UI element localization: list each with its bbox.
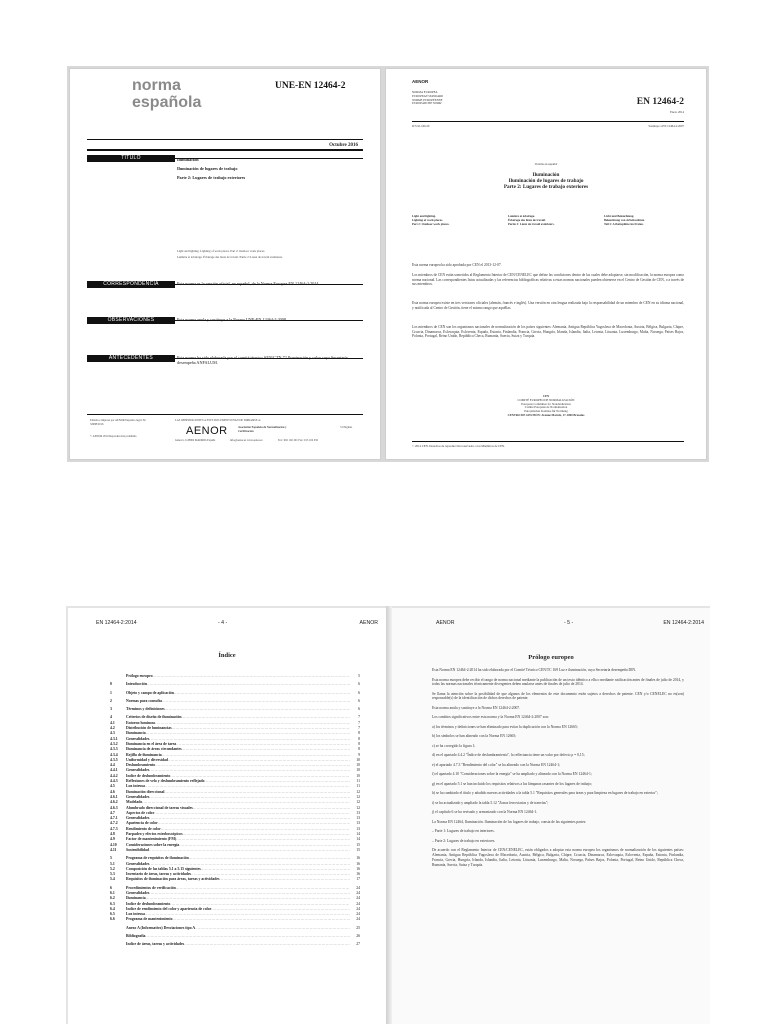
table-of-contents [110,674,360,948]
title-translations: Light and lighting. Lighting of work places. Part 2: Outdoor work places. Lumière et éclairage. Éclairage des lieux de travail. Partie 2: Lieux de travail extérieurs. [177,249,283,259]
toc-entry-title: Deslumbramiento [126,763,156,768]
toc-entry-title: Iluminación direccional [126,789,165,794]
toc-entry-title: Sostenibilidad [126,847,150,852]
toc-entry-number: 4.6.2 [110,800,118,805]
toc-entry [110,934,360,939]
top-rule [87,139,363,140]
toc-entry-title: Luz intrusa [126,784,145,789]
label-observaciones: OBSERVACIONES [87,317,175,324]
toc-entry-number: 4.8 [110,832,115,837]
approval-paragraph: Esta norma europea ha sido aprobada por CEN el 2013-12-07. [412,263,502,267]
toc-entry-number: 4.4.1 [110,768,118,773]
prologo-paragraph: De acuerdo con el Reglamento Interior de CEN/CENELEC, están obligados a adoptar esta norma europea los organismos de normalización de los siguientes países: Alemania, Antigua República Yugoslava de Macedonia, Austria, Bélgica, Bulgaria, Chipre, Croacia, Dinamarca, Eslovaquia, Eslovenia, España, Estonia, Finlandia, Francia, Grecia, Hungría, Irlanda, Islandia, Italia, Letonia, Lituania, Luxemburgo, Malta, Noruega, Países Bajos, Polonia, Portugal, Reino Unido, República Checa, Rumanía, Suecia, Suiza y Turquía. [432,848,684,867]
prologo-paragraph: Se llama la atención sobre la posibilidad de que algunos de los elementos de este documento estén sujetos a derechos de patente. CEN y/o CENELEC no es(son) responsable(s) de la identificación de dichos derechos de patente. [432,691,684,701]
toc-entry-number: 4.3.2 [110,741,118,746]
toc-entry-page: 10 [356,773,360,778]
toc-entry-page: 6 [358,682,360,687]
toc-entry-title: Factor de mantenimiento (FM) [126,837,177,842]
version-label: Versión en español [534,162,558,166]
toc-entry-page: 8 [358,731,360,736]
page-indice [68,608,386,1024]
toc-entry-page: 24 [356,890,360,895]
toc-entry [110,707,360,712]
prologo-paragraph: g) en el apartado 5.1 se han incluido los requisitos relativos a las lámparas rasantes de los lugares de trabajo; [432,781,592,786]
toc-entry-page: 25 [356,925,360,930]
countries-paragraph: Los miembros de CEN son los organismos nacionales de normalización de los países siguientes: Alemania, Antigua República Yugoslava de Macedonia, Austria, Bélgica, Bulgaria, Chipre, Croacia, Dinamarca, Eslovaquia, Eslovenia, España, Estonia, Finlandia, Francia, Grecia, Hungría, Irlanda, Islandia, Italia, Letonia, Lituania, Luxemburgo, Malta, Noruega, Países Bajos, Polonia, Portugal, Reino Unido, República Checa, Rumanía, Suecia, Suiza y Turquía. [412,325,684,339]
toc-entry [110,877,360,882]
toc-entry-number: 4.7 [110,810,115,815]
toc-entry-number: 5 [110,856,112,861]
toc-entry-title: Índice de áreas, tareas y actividades [126,942,185,947]
toc-entry-number: 0 [110,682,112,687]
toc-entry-number: 4.4.3 [110,779,118,784]
en-rule [412,121,684,122]
footer-edition: Editada e impresa por AENOR Depósito legal: M 32988:2016 [90,419,146,426]
aenor-label: AENOR [412,79,429,84]
une-code: UNE-EN 12464-2 [275,81,346,91]
toc-entry-number: 6.5 [110,912,115,917]
toc-entry-page: 6 [358,698,360,703]
footer-pages: 31 Páginas [340,426,353,429]
toc-entry-number: 4.10 [110,842,117,847]
toc-entry-page: 24 [356,901,360,906]
prologo-paragraph: – Parte 2: Lugares de trabajo en exteriores. [432,838,496,843]
prologo-paragraph: La Norma EN 12464, Iluminación. Iluminación de los lugares de trabajo, consta de las siguientes partes: [432,819,587,824]
footer-rule [87,414,363,415]
prologo-paragraph: – Parte 1: Lugares de trabajo en interiores. [432,829,495,834]
toc-entry-title: Generalidades [126,736,150,741]
toc-entry-number: 2 [110,698,112,703]
prologo-paragraph: i) se ha actualizado y ampliado la tabla 5.12 "Zonas ferroviarias y de tranvías"; [432,800,549,805]
toc-entry-title: Iluminancia de áreas circundantes [126,747,182,752]
toc-entry-page: 6 [358,690,360,695]
replaces-text: Sustituye a EN 12464-2:2007 [648,124,684,128]
toc-entry-title: Normas para consulta [126,698,162,703]
publication-date: Octubre 2016 [329,143,358,148]
toc-entry-page: 15 [356,842,360,847]
toc-entry-title: Prólogo europeo [126,674,153,678]
toc-entry-page: 9 [358,752,360,757]
toc-leader-dots [145,934,350,939]
label-correspondencia: CORRESPONDENCIA [87,281,175,288]
toc-entry-title: Anexo A (Informativo) Desviaciones tipo A [126,925,196,930]
footer-phone: Tel.: 902 102 201 Fax: 913 104 032 [278,439,319,442]
toc-entry-page: 16 [356,861,360,866]
toc-entry-title: Entorno luminoso [126,720,156,725]
norma-europea-lines: NORMA EUROPEA EUROPEAN STANDARD NORME EUROPÉENNE EUROPÄISCHE NORM [412,90,444,106]
toc-entry-page: 8 [358,741,360,746]
aenor-logo: AENOR [186,425,228,437]
label-antecedentes: ANTECEDENTES [87,355,175,362]
toc-entry-title: Parpadeo y efectos estroboscópicos [126,832,183,837]
toc-entry-page: 7 [358,726,360,731]
label-titulo: TÍTULO [87,155,175,162]
footer-address: Génova, 6 28004 MADRID-España [175,439,216,442]
toc-entry-title: Reflexiones de velo y deslumbramiento reflejado [126,779,205,784]
toc-entry-number: 4.4 [110,763,115,768]
toc-entry-number: 4.3.5 [110,757,118,762]
toc-leader-dots [162,699,350,704]
toc-entry [110,691,360,696]
toc-leader-dots [147,682,350,687]
correspondencia-text: Esta norma es la versión oficial, en español, de la Norma Europea EN 12464-2:2014. [177,281,320,286]
toc-entry-title: Modelado [126,800,143,805]
toc-entry-page: 24 [356,906,360,911]
toc-entry-number: 4.7.1 [110,816,118,821]
toc-entry-page: 24 [356,912,360,917]
toc-entry-title: Inventario de áreas, tareas y actividades [126,872,192,877]
cen-copyright: © 2014 CEN. Derechos de reproducción reservados a los Miembros de CEN. [412,444,505,448]
toc-entry-page: 15 [356,847,360,852]
toc-entry-page: 24 [356,885,360,890]
toc-entry-title: Programa de requisitos de iluminación [126,856,189,861]
date-rule [87,149,363,151]
page-cover-une [69,68,381,460]
toc-entry-number: 6.3 [110,901,115,906]
toc-entry-number: 6.2 [110,896,115,901]
versions-paragraph: Esta norma europea existe en tres versiones oficiales (alemán, francés e inglés). Una versión en otra lengua realizada bajo la responsabilidad de un miembro de CEN en su idioma nacional, y notificada al Centro de Gestión, tiene el mismo rango que aquéllas. [412,301,684,310]
toc-entry-title: Programa de mantenimiento [126,917,173,922]
toc-entry-title: Uniformidad y diversidad [126,757,168,762]
toc-entry-page: 7 [358,720,360,725]
prologo-paragraph: Esta norma anula y sustituye a la Norma EN 12464-2:2007. [432,705,521,710]
toc-entry-page: 13 [356,826,360,831]
toc-entry-title: Procedimientos de verificación [126,885,176,890]
lang-english: Light and lighting. Lighting of work places. Part 2: Outdoor work places. [412,214,450,226]
members-paragraph: Los miembros de CEN están sometidos al Reglamento Interior de CEN/CENELEC que define las condiciones dentro de las cuales debe adoptarse, sin modificación, la norma europea como norma nacional. Las correspondientes listas actualizadas y las referencias bibliográficas relativas a estas normas nacionales pueden obtenerse en el Centro de Gestión de CEN, o a través de sus miembros. [412,273,684,287]
footer-copyright: © AENOR 2016 Reproducción prohibida [90,435,137,438]
toc-entry-title: Composición de las tablas 5.1 a 5.15 siguientes [126,866,201,871]
toc-entry-number: 4.1 [110,720,115,725]
toc-entry-number: 5.3 [110,872,115,877]
toc-entry [110,699,360,704]
toc-entry-number: 4.6.3 [110,805,118,810]
toc-entry-title: Rendimiento de color [126,826,161,831]
toc-entry [110,942,360,947]
toc-entry-title: Generalidades [126,768,150,773]
toc-entry-title: Apariencia de color [126,821,158,826]
toc-leader-dots [165,707,350,712]
toc-entry-title: Alumbrado direccional de tareas visuales [126,805,193,810]
aenor-subtitle: Asociación Española de Normalización y Certificación [238,426,287,433]
prologo-paragraph: Esta norma europea debe recibir el rango de norma nacional mediante la publicación de un texto idéntico a ella o mediante ratificación antes de finales de julio de 2014, y todas las normas nacionales técnicamente divergentes deben anularse antes de finales de julio de 2014. [432,677,684,687]
toc-entry-title: Objeto y campo de aplicación [126,690,174,695]
toc-entry-number [110,942,126,947]
toc-entry-number: 4.11 [110,847,117,852]
toc-entry-page: 16 [356,872,360,877]
observaciones-text: Esta norma anula y sustituye a la Norma UNE-EN 12464-2:2008. [177,317,288,322]
prologo-paragraph: j) el capítulo 6 se ha revisado y armonizado con la Norma EN 12464-1. [432,810,538,815]
toc-entry-number: 5.1 [110,861,115,866]
toc-entry-number: 4.7.3 [110,826,118,831]
toc-entry-title: Distribución de luminancias [126,726,172,731]
lang-german: Licht und Beleuchtung. Beleuchtung von Arbeitsstätten. Teil 2: Arbeitsplätze im Freien. [604,214,645,226]
page-number: - 5 - [564,620,574,626]
toc-entry-number: 5.2 [110,866,115,871]
running-header-right: AENOR [359,620,378,626]
prologo-paragraph: d) en el apartado 4.4.2 "Índice de deslumbramiento", la reflectancia tiene un valor por defecto ρ = 0,15; [432,753,585,758]
toc-entry-title: Introducción [126,682,148,687]
prologo-paragraph: Los cambios significativos entre esta norma y la Norma EN 12464-2:2007 son: [432,715,549,720]
prologo-paragraph: a) los términos y definiciones se han eliminado para evitar la duplicación con la Norma EN 12665; [432,724,578,729]
norma-espanola-title: norma española [132,77,202,111]
toc-entry-title: Consideraciones sobre la energía [126,842,180,847]
toc-entry-title: Luz intrusa [126,912,145,917]
toc-entry-number: 6.4 [110,906,115,911]
toc-entry-page: 14 [356,837,360,842]
title-block: Iluminación Iluminación de lugares de trabajo Parte 2: Lugares de trabajo exteriores [177,157,246,181]
toc-leader-dots [220,877,350,882]
toc-entry [110,917,360,922]
toc-entry-page: 27 [356,942,360,947]
antecedentes-text: Esta norma ha sido elaborada por el comité técnico AEN/CTN 72 Iluminación y color cuya Secretaría desempeña ANFALUM. [177,355,348,366]
toc-entry-page: 16 [356,856,360,861]
toc-entry-number: 4.7.2 [110,821,118,826]
page-en-cover [385,68,707,460]
toc-entry-title: Criterios de diseño de iluminación [126,715,182,720]
toc-entry-number [110,674,126,679]
toc-entry-page: 7 [358,715,360,720]
prologo-paragraph: e) el apartado 4.7.3 "Rendimiento del color" se ha alineado con la Norma EN 12464-1; [432,762,561,767]
toc-entry-page: 10 [356,768,360,773]
toc-entry [110,926,360,931]
toc-entry-page: 13 [356,821,360,826]
toc-entry-title: Generalidades [126,794,150,799]
toc-entry-page: 16 [356,866,360,871]
toc-entry-page: 12 [356,805,360,810]
prologo-paragraph: h) se ha cambiado el título y añadido nuevas actividades a la tabla 5.1 "Requisitos generales para áreas y para limpieza en lugares de trabajo en exterior"; [432,791,658,796]
running-header-right: EN 12464-2:2014 [663,620,704,626]
toc-entry-page: 11 [356,784,360,789]
prologo-paragraph: c) se ha corregido la figura 1; [432,743,476,748]
toc-entry-number: 4.3 [110,731,115,736]
toc-entry-page: 17 [356,877,360,882]
toc-entry-title: Generalidades [126,816,150,821]
toc-entry-page: 8 [358,747,360,752]
toc-entry-title: Aspectos de color [126,810,155,815]
toc-leader-dots [173,917,350,922]
toc-entry-number: 1 [110,690,112,695]
toc-entry-title: Iluminancia en el área de tarea [126,741,177,746]
toc-entry-title: Generalidades [126,861,150,866]
toc-entry [110,682,360,687]
toc-entry-page: 24 [356,917,360,922]
toc-entry-number: 4.3.4 [110,752,118,757]
toc-entry-number: 4.2 [110,726,115,731]
toc-entry-number: 6.6 [110,917,115,922]
toc-entry-page: 14 [356,832,360,837]
toc-entry-title: Índice de rendimiento del color y apariencia de color [126,906,212,911]
running-header-left: AENOR [436,620,455,626]
prologo-body [432,668,684,872]
toc-entry-title: Índice de deslumbramiento [126,901,171,906]
toc-entry-number: 4 [110,715,112,720]
copyright-rule [412,441,684,442]
toc-entry-page: 8 [358,736,360,741]
toc-entry-title: Generalidades [126,890,150,895]
toc-entry-number: 4.3.3 [110,747,118,752]
toc-entry-number: 4.6 [110,789,115,794]
footer-notice: LAS OBSERVACIONES A ESTE DOCUMENTO HAN DE DIRIGIRSE A: [175,419,261,422]
toc-entry-number: 4.3.1 [110,736,118,741]
toc-entry-page: 10 [356,763,360,768]
toc-entry-number: 4.5 [110,784,115,789]
en-date: Enero 2014 [670,110,684,114]
toc-entry-page: 24 [356,896,360,901]
toc-leader-dots [149,848,350,853]
toc-leader-dots [184,942,350,947]
running-header-left: EN 12464-2:2014 [96,620,137,626]
toc-entry-number: 4.4.2 [110,773,118,778]
toc-entry-title: Iluminancia [126,896,146,901]
prologo-paragraph: f) el apartado 4.10 "Consideraciones sobre la energía" se ha ampliado y alineado con la Norma EN 12464-1; [432,772,592,777]
prologo-paragraph: Esta Norma EN 12464-2:2014 ha sido elaborada por el Comité Técnico CEN/TC 169 Luz e iluminación, cuya Secretaría desempeña DIN. [432,668,637,672]
page-prologo [392,608,710,1024]
toc-leader-dots [153,674,350,679]
en-code: EN 12464-2 [636,97,684,107]
en-title-block: Iluminación Iluminación de lugares de trabajo Parte 2: Lugares de trabajo exteriores [503,172,589,190]
toc-entry-title: Bibliografía [126,934,146,939]
toc-entry-number [110,934,126,939]
toc-entry-page: 5 [358,674,360,678]
prologo-paragraph: b) los símbolos se han alineado con la Norma EN 12665; [432,734,517,739]
toc-leader-dots [195,926,350,931]
toc-entry-page: 12 [356,800,360,805]
cen-block: CEN COMITÉ EUROPEO DE NORMALIZACIÓN European Committee for Standardization Comité Européen de Normalisation Europäisches Komitee für Normung CENTRO DE GESTIÓN: Avenue Marnix, 17-1000 Bruselas [507,394,585,417]
toc-entry-number: 3 [110,707,112,712]
toc-entry [110,848,360,853]
indice-title: Índice [218,652,236,659]
ics-code: ICS 91.160.20 [412,124,430,128]
page-number: - 4 - [218,620,228,626]
toc-entry-page: 11 [356,779,360,784]
footer-web: info@aenor.es www.aenor.es [230,439,263,442]
toc-entry-number: 6.1 [110,890,115,895]
toc-entry-page: 13 [356,810,360,815]
toc-entry-title: Rejilla de iluminancia [126,752,162,757]
lang-french: Lumière et éclairage. Éclairage des lieux de travail. Partie 2: Lieux de travail extérieurs. [508,214,555,226]
toc-entry-page: 12 [356,789,360,794]
toc-entry-number [110,926,126,931]
toc-entry-page: 13 [356,816,360,821]
toc-entry-page: 10 [356,757,360,762]
toc-entry-number: 6 [110,885,112,890]
toc-entry-page: 12 [356,794,360,799]
toc-entry-number: 4.6.1 [110,794,118,799]
toc-entry-title: Términos y definiciones [126,707,165,712]
toc-entry-number: 4.9 [110,837,115,842]
prologo-title: Prólogo europeo [528,654,574,661]
toc-entry [110,674,360,679]
toc-leader-dots [174,691,350,696]
toc-entry-number: 5.4 [110,877,115,882]
toc-entry-title: Iluminancia [126,731,146,736]
toc-entry-title: Requisitos de iluminación para áreas, tareas y actividades [126,877,220,882]
toc-entry-page: 26 [356,934,360,939]
toc-entry-title: Índice de deslumbramiento [126,773,171,778]
toc-entry-page: 6 [358,707,360,712]
